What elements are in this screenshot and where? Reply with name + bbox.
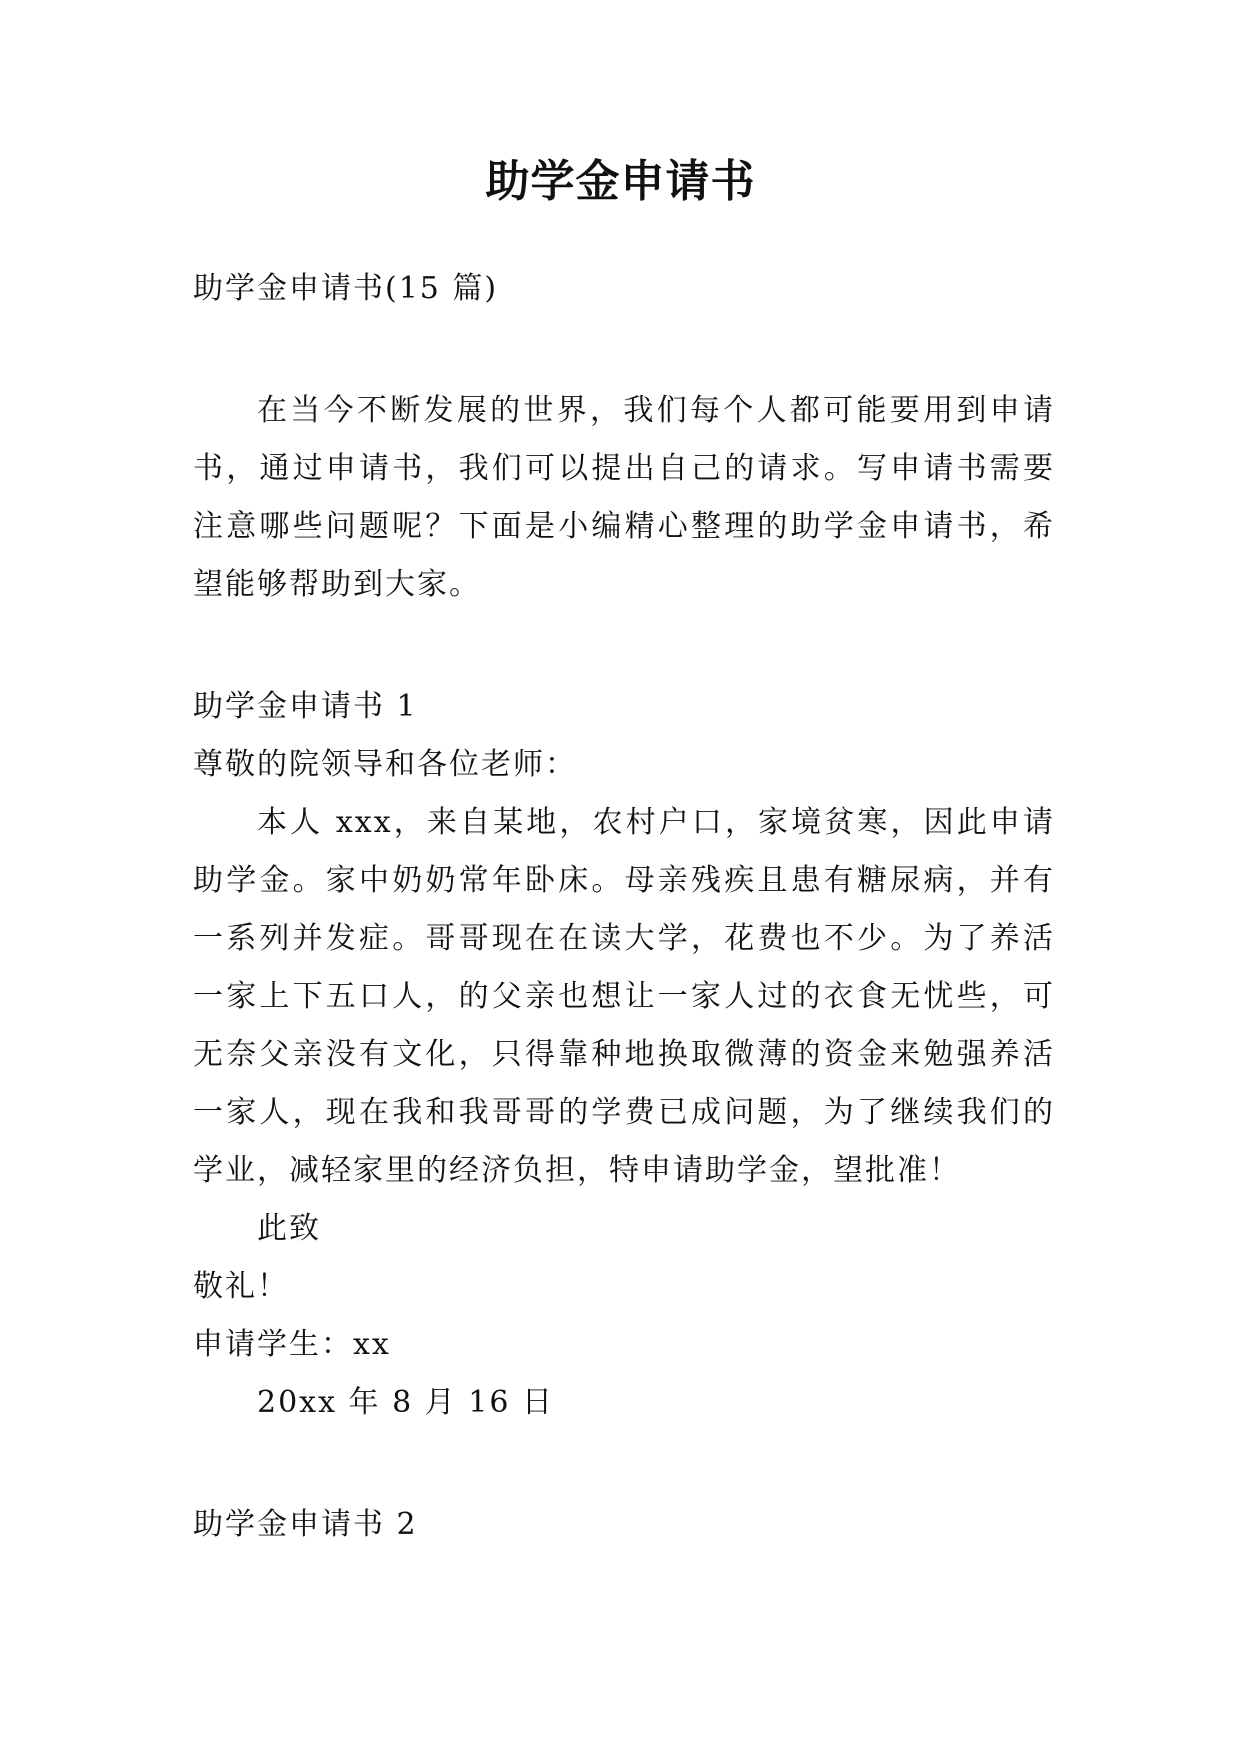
document-title: 助学金申请书	[485, 156, 756, 207]
date: 20xx 年 8 月 16 日	[257, 1385, 554, 1420]
section-heading: 助学金申请书 2	[193, 1507, 418, 1542]
body-line: 无奈父亲没有文化，只得靠种地换取微薄的资金来勉强养活	[193, 1037, 1055, 1072]
body-line: 本人 xxx，来自某地，农村户口，家境贫寒，因此申请	[257, 805, 1055, 840]
body-line: 一家人，现在我和我哥哥的学费已成问题，为了继续我们的	[193, 1095, 1055, 1130]
section-1	[193, 678, 1055, 1432]
salutation: 尊敬的院领导和各位老师：	[193, 747, 577, 782]
body-line: 学业，减轻家里的经济负担，特申请助学金，望批准！	[193, 1153, 961, 1188]
closing-salute: 敬礼！	[193, 1269, 289, 1304]
body-line: 一系列并发症。哥哥现在在读大学，花费也不少。为了养活	[193, 921, 1055, 956]
section-2	[193, 1496, 1055, 1554]
document-body	[193, 260, 1055, 1554]
intro-line: 在当今不断发展的世界，我们每个人都可能要用到申请	[257, 393, 1055, 428]
body-line: 一家上下五口人，的父亲也想让一家人过的衣食无忧些，可	[193, 979, 1055, 1014]
intro-paragraph	[193, 382, 1055, 614]
section-1-body	[193, 794, 1055, 1200]
section-heading: 助学金申请书 1	[193, 689, 418, 724]
signature: 申请学生：xx	[193, 1327, 391, 1362]
body-line: 助学金。家中奶奶常年卧床。母亲残疾且患有糖尿病，并有	[193, 863, 1055, 898]
intro-line: 注意哪些问题呢？下面是小编精心整理的助学金申请书，希	[193, 509, 1055, 544]
closing-greeting: 此致	[257, 1211, 321, 1246]
intro-line: 望能够帮助到大家。	[193, 567, 481, 602]
intro-line: 书，通过申请书，我们可以提出自己的请求。写申请书需要	[193, 451, 1055, 486]
document-subtitle: 助学金申请书(15 篇)	[193, 271, 499, 306]
